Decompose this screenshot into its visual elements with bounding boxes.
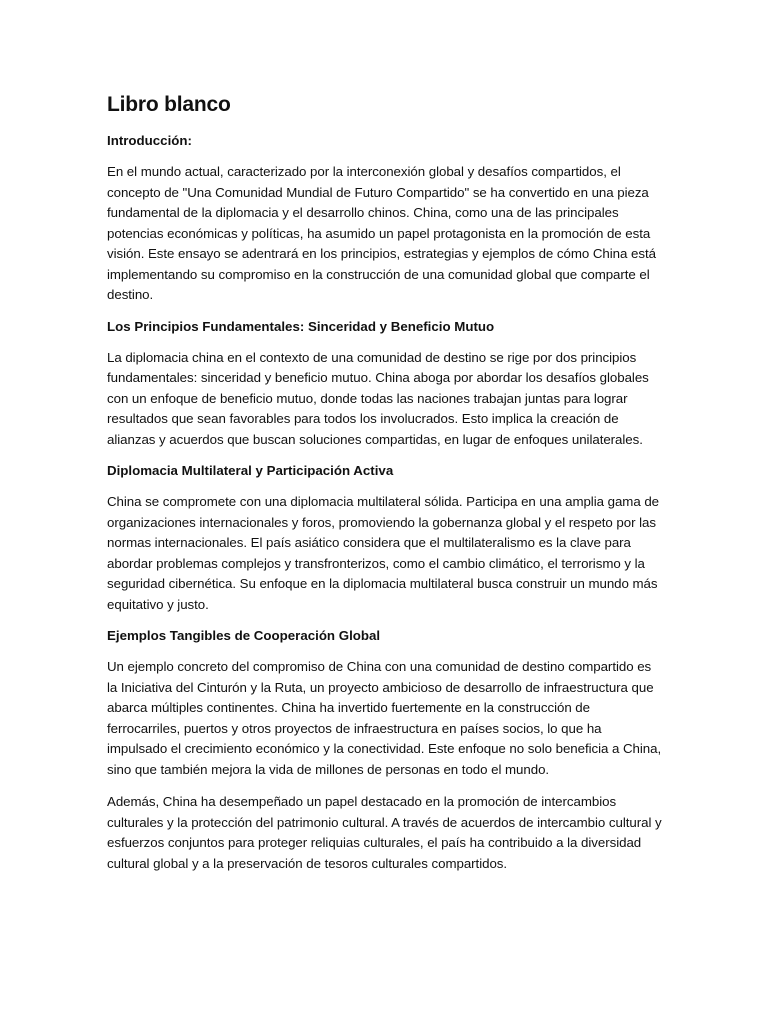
paragraph-ejemplos-2: Además, China ha desempeñado un papel destacado en la promoción de intercambios culturales y la protección del patrimonio cultural. A través de acuerdos de intercambio cultural y esfuerzos conjuntos para proteger reliquias culturales, el país ha contribuido a la diversidad cultural global y a la preservación de tesoros culturales compartidos. <box>107 794 662 871</box>
section-heading-ejemplos: Ejemplos Tangibles de Cooperación Global <box>107 628 381 643</box>
section-heading-diplomacia: Diplomacia Multilateral y Participación Activa <box>107 463 394 478</box>
document-page <box>107 92 663 886</box>
paragraph-principios: La diplomacia china en el contexto de una comunidad de destino se rige por dos principios fundamentales: sinceridad y beneficio mutuo. China aboga por abordar los desafíos globales con un enfoque de beneficio mutuo, donde todas las naciones trabajan juntas para lograr resultados que sean favorables para todos los involucrados. Esto implica la creación de alianzas y acuerdos que buscan soluciones compartidas, en lugar de enfoques unilaterales. <box>107 349 649 447</box>
paragraph-diplomacia: China se compromete con una diplomacia multilateral sólida. Participa en una amplia gama de organizaciones internacionales y foros, promoviendo la gobernanza global y el respeto por las normas internacionales. El país asiático considera que el multilateralismo es la clave para abordar problemas complejos y transfronterizos, como el cambio climático, el terrorismo y la seguridad cibernética. Su enfoque en la diplomacia multilateral busca construir un mundo más equitativo y justo. <box>107 494 660 612</box>
document-title: Libro blanco <box>107 93 231 116</box>
paragraph-introduccion: En el mundo actual, caracterizado por la interconexión global y desafíos compartidos, el concepto de "Una Comunidad Mundial de Futuro Compartido" se ha convertido en una pieza fundamental de la diplomacia y el desarrollo chinos. China, como una de las principales potencias económicas y políticas, ha asumido un papel protagonista en la promoción de esta visión. Este ensayo se adentrará en los principios, estrategias y ejemplos de cómo China está implementando su compromiso en la construcción de una comunidad global que comparte el destino. <box>107 164 656 302</box>
section-heading-principios: Los Principios Fundamentales: Sinceridad y Beneficio Mutuo <box>107 318 495 334</box>
paragraph-ejemplos-1: Un ejemplo concreto del compromiso de China con una comunidad de destino compartido es la Iniciativa del Cinturón y la Ruta, un proyecto ambicioso de desarrollo de infraestructura que abarca múltiples continentes. China ha invertido fuertemente en la construcción de ferrocarriles, puertos y otros proyectos de infraestructura en países socios, lo que ha impulsado el crecimiento económico y la conectividad. Este enfoque no solo beneficia a China, sino que también mejora la vida de millones de personas en todo el mundo. <box>107 659 662 777</box>
section-heading-introduccion: Introducción: <box>107 133 192 148</box>
